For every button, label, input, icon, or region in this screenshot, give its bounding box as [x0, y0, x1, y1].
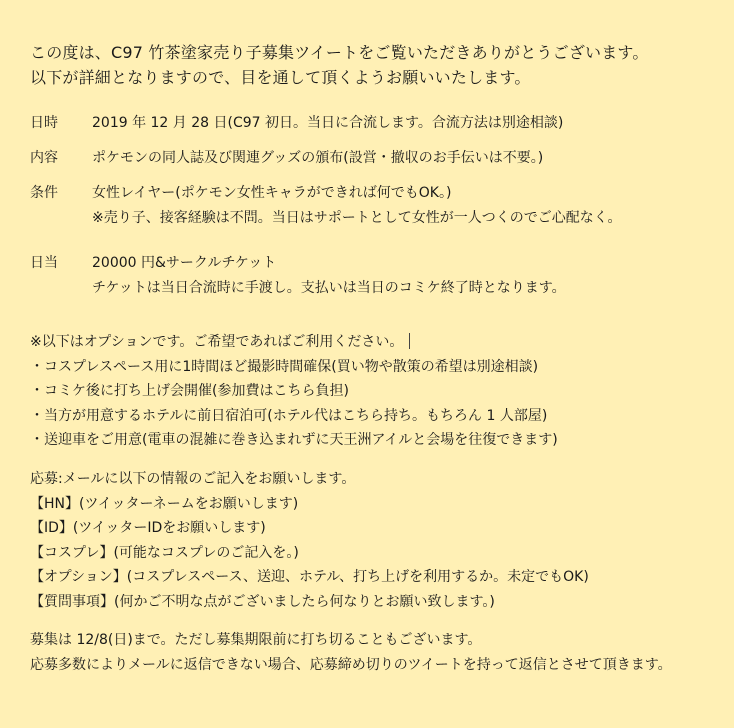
detail-row-datetime: [30, 111, 621, 136]
application-field: 【オプション】(コスプレスペース、送迎、ホテル、打ち上げを利用するか。未定でもOK): [30, 569, 589, 585]
option-item: ・コスプレスペース用に1時間ほど撮影時間確保(買い物や散策の希望は別途相談): [30, 358, 539, 375]
options-heading: ※以下はオプションです。ご希望であればご利用ください。: [30, 330, 558, 355]
detail-label: 内容: [30, 150, 58, 166]
detail-row-content: [30, 146, 621, 171]
option-item: ・コミケ後に打ち上げ会開催(参加費はこちら負担): [30, 383, 349, 399]
details-section: [30, 111, 621, 301]
text-cursor: [409, 333, 410, 349]
detail-value: 20000 円&サークルチケット: [92, 255, 277, 271]
detail-value: 女性レイヤー(ポケモン女性キャラができれば何でもOK。): [92, 185, 452, 201]
detail-row-conditions: [30, 181, 621, 231]
intro-section: [30, 40, 649, 90]
intro-line-1: この度は、C97 竹茶塗家売り子募集ツイートをご覧いただきありがとうございます。: [30, 43, 649, 62]
closing-line-2: 応募多数によりメールに返信できない場合、応募締め切りのツイートを持って返信とさせて頂きます。: [30, 657, 672, 673]
intro-line-2: 以下が詳細となりますので、目を通して頂くようお願いいたします。: [30, 68, 531, 87]
closing-section: [30, 628, 672, 678]
detail-value: 2019 年 12 月 28 日(C97 初日。当日に合流します。合流方法は別途相談): [92, 115, 564, 131]
closing-line-1: 募集は 12/8(日)まで。ただし募集期限前に打ち切ることもございます。: [30, 632, 482, 648]
application-field: 【コスプレ】(可能なコスプレのご記入を。): [30, 544, 299, 561]
detail-note: ※売り子、接客経験は不問。当日はサポートとして女性が一人つくのでご心配なく。: [92, 210, 622, 226]
detail-row-pay: [30, 251, 621, 301]
application-field: 【質問事項】(何かご不明な点がございましたら何なりとお願い致します。): [30, 593, 495, 610]
detail-value: ポケモンの同人誌及び関連グッズの頒布(設営・撤収のお手伝いは不要。): [92, 150, 544, 166]
option-item: ・送迎車をご用意(電車の混雑に巻き込まれずに天王洲アイルと会場を往復できます): [30, 432, 558, 448]
application-heading: 応募:メールに以下の情報のご記入をお願いします。: [30, 471, 356, 487]
application-field: 【ID】(ツイッターIDをお願いします): [30, 520, 266, 536]
application-field: 【HN】(ツイッターネームをお願いします): [30, 495, 299, 512]
options-section: [30, 330, 558, 453]
detail-note: チケットは当日合流時に手渡し。支払いは当日のコミケ終了時となります。: [92, 280, 566, 296]
application-section: [30, 467, 589, 614]
detail-label: 日時: [30, 115, 58, 131]
detail-label: 条件: [30, 185, 58, 201]
option-item: ・当方が用意するホテルに前日宿泊可(ホテル代はこちら持ち。もちろん 1 人部屋): [30, 407, 548, 424]
detail-label: 日当: [30, 255, 58, 271]
